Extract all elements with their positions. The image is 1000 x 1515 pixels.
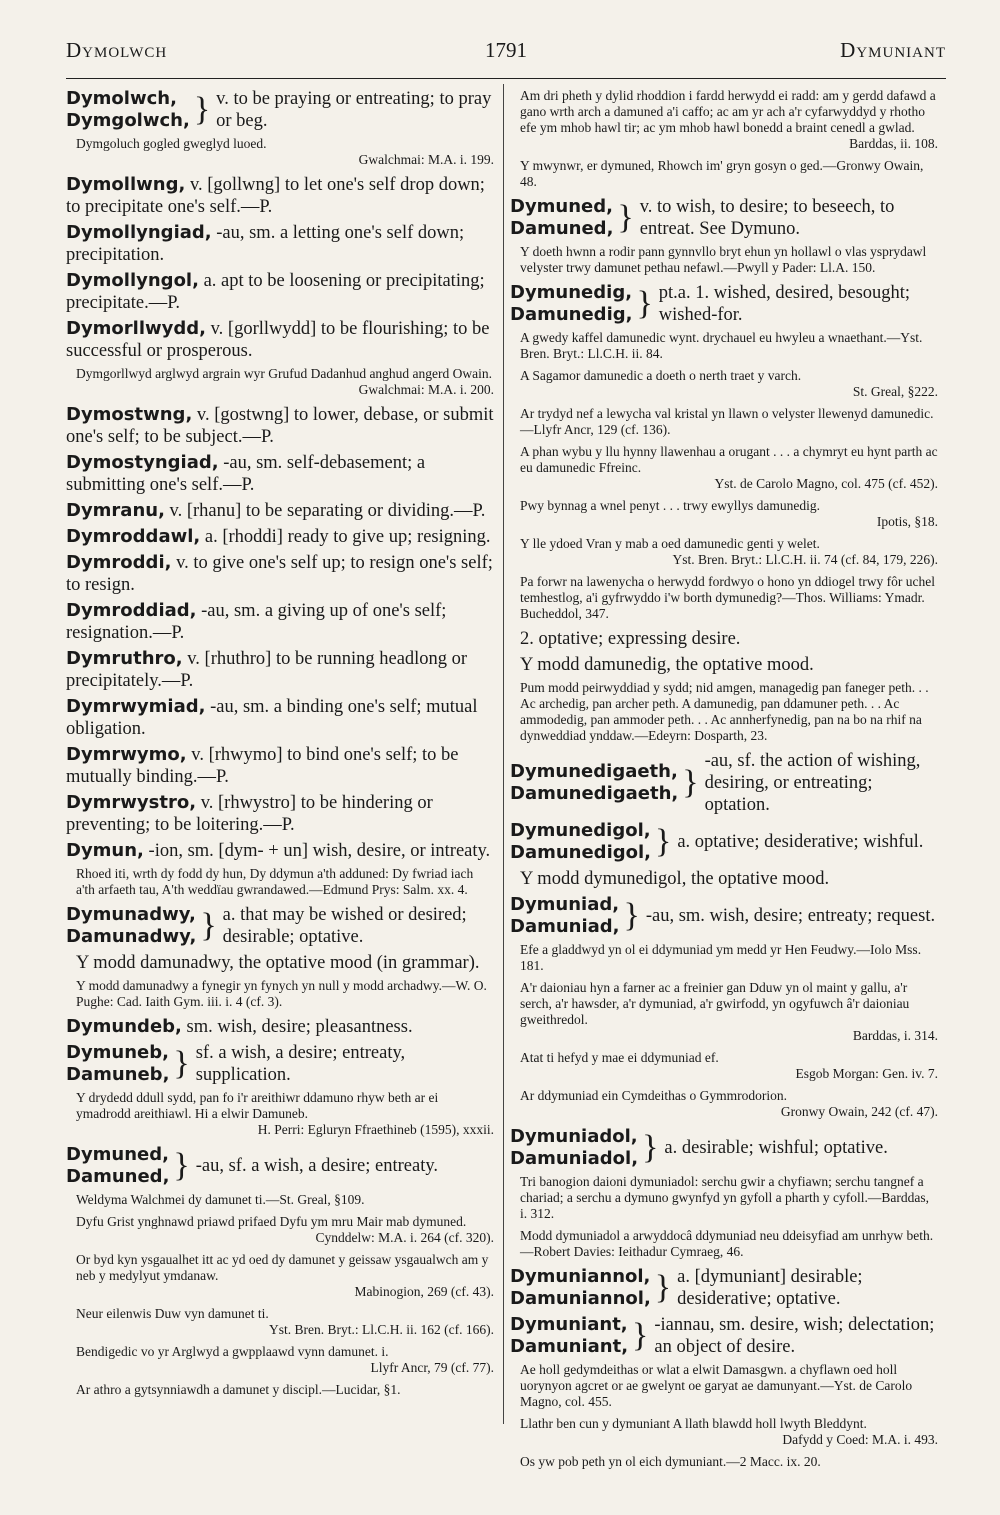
citation-text: Y modd damunadwy a fynegir yn fynych yn null y modd archadwy.—W. O. Pughe: Cad. Iaith Gym. iii. i. 4 (cf. 3). bbox=[76, 978, 487, 1009]
citation bbox=[520, 444, 938, 492]
citation bbox=[520, 1416, 938, 1448]
definition: v. [rhanu] to be separating or dividing.—P. bbox=[169, 501, 486, 521]
citation-text: Pa forwr na lawenycha o herwydd fordwyo o hono yn ddiogel trwy fôr uchel temhestlog, a'i gyfrwyddo i'w borth dymunedig?—Thos. Williams: Ymadr. Bucheddol, 347. bbox=[520, 574, 936, 621]
left-column bbox=[66, 88, 494, 1404]
dictionary-entry bbox=[66, 500, 494, 522]
citation-source: Gronwy Owain, 242 (cf. 47). bbox=[780, 1104, 938, 1119]
dictionary-entry-pair bbox=[510, 282, 938, 326]
citation-source: Gwalchmai: M.A. i. 200. bbox=[358, 382, 494, 397]
citation bbox=[520, 1454, 938, 1470]
headword-pair bbox=[66, 88, 190, 132]
sense-line: Y modd dymunedigol, the optative mood. bbox=[520, 869, 830, 889]
citation-text: Tri banogion daioni dymuniadol: serchu gwir a chyfiawn; serchu tangnef a chariad; a serchu a dymuno gwynfyd yn gyfoll a pharth y cyfoll.—Barddas, i. 312. bbox=[520, 1174, 930, 1221]
citation bbox=[76, 1214, 494, 1246]
brace-glyph: } bbox=[193, 91, 211, 128]
definition: v. [rhuthro] to be running headlong or precipitately.—P. bbox=[66, 649, 468, 691]
headword: Dymuniadol, bbox=[510, 1126, 638, 1147]
page-number: 1791 bbox=[485, 38, 527, 62]
headword: Dymuniannol, bbox=[510, 1266, 651, 1287]
headword: Dymuneb, bbox=[66, 1042, 169, 1063]
headword: Dymollwng, bbox=[66, 174, 186, 195]
brace-glyph: } bbox=[623, 897, 640, 934]
citation bbox=[520, 330, 938, 362]
citation bbox=[520, 942, 938, 974]
dictionary-entry bbox=[66, 404, 494, 448]
brace-glyph: } bbox=[200, 907, 217, 944]
headword: Dymuned, bbox=[66, 1144, 169, 1165]
citation-text: Y doeth hwnn a rodir pann gynnvllo bryt ehun yn hollawl o vlas ysprydawl velyster trwy damunet pethau nefawl.—Pwyll y Pader: Ll.A. 150. bbox=[520, 244, 927, 275]
headword: Dymroddawl, bbox=[66, 526, 201, 547]
citation bbox=[76, 1306, 494, 1338]
citation bbox=[76, 1090, 494, 1138]
brace-glyph: } bbox=[655, 823, 672, 860]
sense-line: Y modd damunadwy, the optative mood (in grammar). bbox=[76, 953, 480, 973]
citation bbox=[76, 978, 494, 1010]
dictionary-entry-pair bbox=[66, 1144, 494, 1188]
citation-source: Barddas, ii. 108. bbox=[849, 136, 938, 151]
definition: a. desirable; wishful; optative. bbox=[664, 1138, 888, 1158]
citation-source: Yst. de Carolo Magno, col. 475 (cf. 452). bbox=[714, 476, 938, 491]
dictionary-entry bbox=[66, 840, 494, 862]
dictionary-entry bbox=[66, 744, 494, 788]
citation-text: Pwy bynnag a wnel penyt . . . trwy ewyllys damunedig. bbox=[520, 498, 820, 513]
citation bbox=[520, 1088, 938, 1120]
citation-text: Ae holl gedymdeithas or wlat a elwit Damasgwn. a chyflawn oed holl uorynyon agcret or ae gwelynt oe garyat ae damunyant.—Yst. de Carolo Magno, col. 455. bbox=[520, 1362, 913, 1409]
dictionary-entry bbox=[66, 318, 494, 362]
citation-text: A phan wybu y llu hynny llawenhau a orugant . . . a chymryt eu hynt parth ac eu damunedic Ffreinc. bbox=[520, 444, 938, 475]
headword: Dymostyngiad, bbox=[66, 452, 219, 473]
headword: Dymorllwydd, bbox=[66, 318, 206, 339]
definition: a. optative; desiderative; wishful. bbox=[677, 832, 924, 852]
citation-text: Weldyma Walchmei dy damunet ti.—St. Greal, §109. bbox=[76, 1192, 365, 1207]
headword: Dymruthro, bbox=[66, 648, 183, 669]
headword: Dymranu, bbox=[66, 500, 165, 521]
dictionary-entry bbox=[66, 696, 494, 740]
headword: Dymuniad, bbox=[510, 894, 620, 915]
citation bbox=[520, 980, 938, 1044]
definition: -au, sm. a binding one's self; mutual obligation. bbox=[66, 697, 478, 739]
headword-pair bbox=[510, 894, 620, 938]
citation-text: Y drydedd ddull sydd, pan fo i'r areithiwr ddamuno rhyw beth ar ei ymadrodd areithiawl. Hi a elwir Damuneb. bbox=[76, 1090, 439, 1121]
dictionary-entry-pair bbox=[510, 894, 938, 938]
column-divider bbox=[503, 84, 504, 1424]
headword-pair bbox=[510, 196, 613, 240]
citation-text: Neur eilenwis Duw vyn damunet ti. bbox=[76, 1306, 269, 1321]
citation bbox=[520, 1228, 938, 1260]
citation-source: Gwalchmai: M.A. i. 199. bbox=[358, 152, 494, 167]
headword: Dymun, bbox=[66, 840, 144, 861]
headword-variant: Damuned, bbox=[510, 218, 614, 239]
citation-text: Atat ti hefyd y mae ei ddymuniad ef. bbox=[520, 1050, 719, 1065]
citation bbox=[520, 680, 938, 744]
headword-variant: Damuneb, bbox=[66, 1064, 170, 1085]
definition: -au, sm. a letting one's self down; precipitation. bbox=[66, 223, 465, 265]
citation bbox=[520, 244, 938, 276]
definition: v. [gollwng] to let one's self drop down; to precipitate one's self.—P. bbox=[66, 175, 485, 217]
brace-glyph: } bbox=[632, 1317, 649, 1354]
headword-variant: Damunedig, bbox=[510, 304, 633, 325]
citation-source: Ipotis, §18. bbox=[876, 514, 938, 529]
citation bbox=[76, 1344, 494, 1376]
definition: a. apt to be loosening or precipitating; precipitate.—P. bbox=[66, 271, 485, 313]
dictionary-entry-pair bbox=[510, 750, 938, 816]
sense-line: 2. optative; expressing desire. bbox=[520, 629, 741, 649]
page-header bbox=[66, 38, 946, 72]
headword-variant: Dymgolwch, bbox=[66, 110, 190, 131]
dictionary-entry-pair bbox=[66, 88, 494, 132]
definition: v. to be praying or entreating; to pray or beg. bbox=[216, 89, 492, 131]
definition: -au, sm. wish, desire; entreaty; request. bbox=[645, 906, 936, 926]
definition: pt.a. 1. wished, desired, besought; wished-for. bbox=[658, 283, 911, 325]
citation-source: Esgob Morgan: Gen. iv. 7. bbox=[795, 1066, 938, 1081]
headword-variant: Damuniannol, bbox=[510, 1288, 651, 1309]
dictionary-entry-pair bbox=[510, 1266, 938, 1310]
citation bbox=[76, 1252, 494, 1300]
headword-pair bbox=[66, 1042, 169, 1086]
definition: a. [dymuniant] desirable; desiderative; optative. bbox=[677, 1267, 863, 1309]
headword-pair bbox=[510, 1266, 651, 1310]
citation-text: Ar athro a gytsynniawdh a damunet y discipl.—Lucidar, §1. bbox=[76, 1382, 401, 1397]
brace-glyph: } bbox=[682, 764, 699, 801]
headword: Dymunedig, bbox=[510, 282, 633, 303]
headword: Dymundeb, bbox=[66, 1016, 182, 1037]
citation-source: H. Perri: Egluryn Ffraethineb (1595), xxxii. bbox=[257, 1122, 494, 1137]
dictionary-entry bbox=[66, 648, 494, 692]
citation bbox=[520, 1050, 938, 1082]
citation-source: Barddas, i. 314. bbox=[852, 1028, 938, 1043]
dictionary-entry bbox=[66, 600, 494, 644]
definition: sm. wish, desire; pleasantness. bbox=[186, 1017, 413, 1037]
definition: sf. a wish, a desire; entreaty, supplication. bbox=[195, 1043, 406, 1085]
definition: -au, sm. self-debasement; a submitting one's self.—P. bbox=[66, 453, 426, 495]
headword: Dymroddi, bbox=[66, 552, 172, 573]
headword-pair bbox=[66, 904, 196, 948]
dictionary-entry-pair bbox=[66, 1042, 494, 1086]
citation bbox=[520, 158, 938, 190]
citation bbox=[520, 498, 938, 530]
citation bbox=[520, 88, 938, 152]
headword: Dymollyngol, bbox=[66, 270, 199, 291]
citation-text: A Sagamor damunedic a doeth o nerth traet y varch. bbox=[520, 368, 802, 383]
citation-source: Mabinogion, 269 (cf. 43). bbox=[354, 1284, 494, 1299]
citation-source: Yst. Bren. Bryt.: Ll.C.H. ii. 162 (cf. 166). bbox=[269, 1322, 494, 1337]
brace-glyph: } bbox=[617, 199, 634, 236]
headword: Dymuniant, bbox=[510, 1314, 628, 1335]
citation-source: Llyfr Ancr, 79 (cf. 77). bbox=[370, 1360, 494, 1375]
definition: v. to wish, to desire; to beseech, to entreat. See Dymuno. bbox=[639, 197, 895, 239]
headword: Dymuned, bbox=[510, 196, 613, 217]
dictionary-entry bbox=[66, 526, 494, 548]
headword: Dymrwymiad, bbox=[66, 696, 206, 717]
dictionary-entry bbox=[66, 452, 494, 496]
headword: Dymrwymo, bbox=[66, 744, 187, 765]
brace-glyph: } bbox=[654, 1269, 672, 1306]
citation-text: Llathr ben cun y dymuniant A llath blawdd holl lwyth Bleddynt. bbox=[520, 1416, 867, 1431]
citation bbox=[520, 406, 938, 438]
sense-line: Y modd damunedig, the optative mood. bbox=[520, 655, 814, 675]
headword-variant: Damuniad, bbox=[510, 916, 620, 937]
dictionary-entry bbox=[66, 552, 494, 596]
citation-text: Rhoed iti, wrth dy fodd dy hun, Dy ddymun a'th adduned: Dy fwriad iach a'th arfaeth tau, A'th weddïau gwrandawed.—Edmund Prys: Salm. xx. 4. bbox=[76, 866, 474, 897]
headword-pair bbox=[66, 1144, 169, 1188]
citation-text: Pum modd peirwyddiad y sydd; nid amgen, managedig pan faneger peth. . . Ac archedig, pan archer peth. A damunedig, pan ddamuner peth. . . Ac ammodedig, pan ammoder peth. . . Ac annherfynedig, pan na bo na rhif na dynweddiad ynddaw.—Edeyrn: Dosparth, 23. bbox=[520, 680, 929, 743]
citation-source: Yst. Bren. Bryt.: Ll.C.H. ii. 74 (cf. 84, 179, 226). bbox=[672, 552, 938, 567]
dictionary-entry-pair bbox=[510, 820, 938, 864]
header-left-guide-word: Dymolwch bbox=[66, 38, 168, 62]
dictionary-entry-pair bbox=[66, 904, 494, 948]
citation-text: A'r daioniau hyn a farner ac a freinier gan Dduw yn ol maint y gallu, a'r serch, a'r hawsder, a'r dymuniad, a'r gwirfodd, yn ogyfuwch â'r daioniau gweithredol. bbox=[520, 980, 910, 1027]
dictionary-entry-pair bbox=[510, 196, 938, 240]
citation bbox=[520, 1174, 938, 1222]
definition: a. that may be wished or desired; desirable; optative. bbox=[222, 905, 467, 947]
header-rule bbox=[66, 78, 946, 79]
brace-glyph: } bbox=[636, 285, 653, 322]
definition: v. to give one's self up; to resign one's self; to resign. bbox=[66, 553, 493, 595]
citation bbox=[520, 1362, 938, 1410]
citation-text: Am dri pheth y dylid rhoddion i fardd herwydd ei radd: am y gerdd dafawd a gano wrth arch a damuned a'i caffo; ac am yr ach a'r cyfarwyddyd y rhotho efe ym mhob hawl tir; ac ym mhob hawl bonedd a braint cenedl a gwlad. bbox=[520, 88, 936, 135]
citation-text: Bendigedic vo yr Arglwyd a gwpplaawd vynn damunet. i. bbox=[76, 1344, 389, 1359]
citation-text: Os yw pob peth yn ol eich dymuniant.—2 Macc. ix. 20. bbox=[520, 1454, 821, 1469]
headword: Dymunedigol, bbox=[510, 820, 651, 841]
citation bbox=[76, 1192, 494, 1208]
citation-text: Y mwynwr, er dymuned, Rhowch im' gryn gosyn o ged.—Gronwy Owain, 48. bbox=[520, 158, 924, 189]
dictionary-entry bbox=[66, 222, 494, 266]
dictionary-entry-pair bbox=[510, 1126, 938, 1170]
dictionary-entry-pair bbox=[510, 1314, 938, 1358]
citation-text: Dyfu Grist ynghnawd priawd prifaed Dyfu ym mru Mair mab dymuned. bbox=[76, 1214, 467, 1229]
headword-variant: Damuned, bbox=[66, 1166, 170, 1187]
headword-pair bbox=[510, 820, 651, 864]
headword-variant: Damunedigol, bbox=[510, 842, 651, 863]
dictionary-entry bbox=[66, 792, 494, 836]
headword-variant: Damunadwy, bbox=[66, 926, 197, 947]
headword-variant: Damunedigaeth, bbox=[510, 783, 679, 804]
headword: Dymostwng, bbox=[66, 404, 193, 425]
brace-glyph: } bbox=[173, 1147, 190, 1184]
headword: Dymrwystro, bbox=[66, 792, 197, 813]
headword: Dymolwch, bbox=[66, 88, 177, 109]
header-right-guide-word: Dymuniant bbox=[840, 38, 946, 62]
citation bbox=[76, 136, 494, 168]
headword-pair bbox=[510, 1126, 638, 1170]
citation-text: Or byd kyn ysgaualhet itt ac yd oed dy damunet y geissaw ysgaualwch am y neb y medylyut ymdanaw. bbox=[76, 1252, 489, 1283]
citation-text: A gwedy kaffel damunedic wynt. drychauel eu hwyleu a wnaethant.—Yst. Bren. Bryt.: Ll.C.H. ii. 84. bbox=[520, 330, 923, 361]
dictionary-entry bbox=[66, 174, 494, 218]
citation bbox=[76, 366, 494, 398]
definition: -ion, sm. [dym- + un] wish, desire, or intreaty. bbox=[148, 841, 491, 861]
citation-text: Y lle ydoed Vran y mab a oed damunedic genti y welet. bbox=[520, 536, 820, 551]
definition: -iannau, sm. desire, wish; delectation; an object of desire. bbox=[654, 1315, 935, 1357]
citation bbox=[520, 574, 938, 622]
dictionary-entry bbox=[66, 1016, 494, 1038]
definition: a. [rhoddi] ready to give up; resigning. bbox=[204, 527, 491, 547]
headword-variant: Damuniant, bbox=[510, 1336, 629, 1357]
right-column bbox=[510, 88, 938, 1476]
citation-text: Efe a gladdwyd yn ol ei ddymuniad ym medd yr Hen Feudwy.—Iolo Mss. 181. bbox=[520, 942, 922, 973]
headword-variant: Damuniadol, bbox=[510, 1148, 639, 1169]
citation bbox=[76, 1382, 494, 1398]
definition: -au, sm. a giving up of one's self; resignation.—P. bbox=[66, 601, 447, 643]
citation-source: St. Greal, §222. bbox=[852, 384, 938, 399]
citation-text: Dymgoluch gogled gweglyd luoed. bbox=[76, 136, 267, 151]
headword-pair bbox=[510, 282, 632, 326]
definition: -au, sf. the action of wishing, desiring, or entreating; optation. bbox=[704, 751, 921, 815]
brace-glyph: } bbox=[173, 1045, 190, 1082]
headword: Dymunedigaeth, bbox=[510, 761, 678, 782]
citation bbox=[520, 536, 938, 568]
headword: Dymunadwy, bbox=[66, 904, 196, 925]
citation-source: Dafydd y Coed: M.A. i. 493. bbox=[782, 1432, 938, 1447]
citation-text: Dymgorllwyd arglwyd argrain wyr Grufud Dadanhud anghud angerd Owain. bbox=[76, 366, 493, 381]
citation-text: Modd dymuniadol a arwyddocâ ddymuniad neu ddeisyfiad am unrhyw beth.—Robert Davies: Ieithadur Cymraeg, 46. bbox=[520, 1228, 934, 1259]
citation bbox=[76, 866, 494, 898]
dictionary-entry bbox=[66, 270, 494, 314]
citation-source: Cynddelw: M.A. i. 264 (cf. 320). bbox=[315, 1230, 494, 1245]
definition: v. [gostwng] to lower, debase, or submit one's self; to be subject.—P. bbox=[66, 405, 494, 447]
brace-glyph: } bbox=[642, 1129, 659, 1166]
citation-text: Ar ddymuniad ein Cymdeithas o Gymmrodorion. bbox=[520, 1088, 787, 1103]
headword-pair bbox=[510, 761, 678, 805]
definition: v. [rhwymo] to bind one's self; to be mutually binding.—P. bbox=[66, 745, 459, 787]
definition: v. [gorllwydd] to be flourishing; to be successful or prosperous. bbox=[66, 319, 490, 361]
definition: v. [rhwystro] to be hindering or preventing; to be loitering.—P. bbox=[66, 793, 433, 835]
headword-pair bbox=[510, 1314, 628, 1358]
citation bbox=[520, 368, 938, 400]
headword: Dymroddiad, bbox=[66, 600, 197, 621]
definition: -au, sf. a wish, a desire; entreaty. bbox=[195, 1156, 439, 1176]
headword: Dymollyngiad, bbox=[66, 222, 212, 243]
citation-text: Ar trydyd nef a lewycha val kristal yn llawn o velyster llewenyd damunedic.—Llyfr Ancr, 129 (cf. 136). bbox=[520, 406, 934, 437]
